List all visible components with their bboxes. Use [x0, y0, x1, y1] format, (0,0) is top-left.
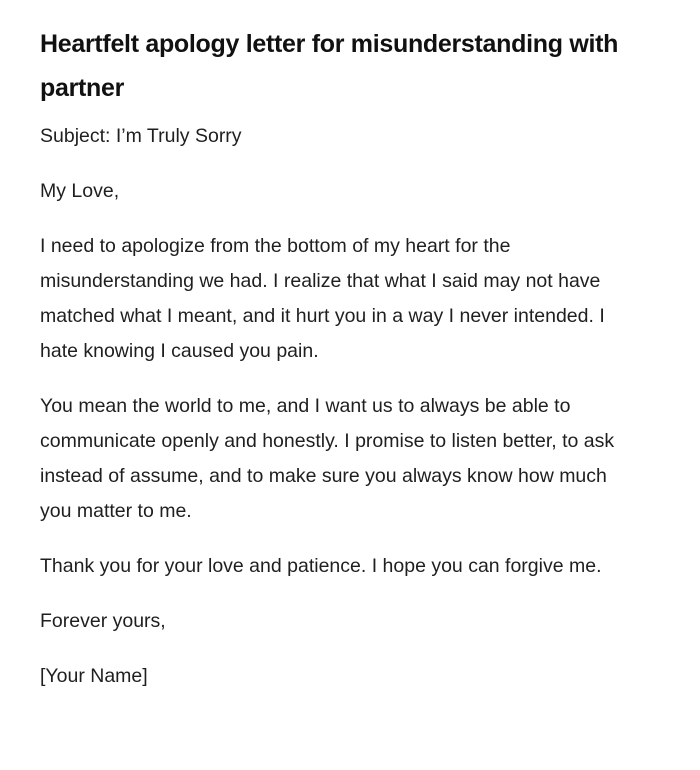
letter-signature: [Your Name]	[40, 665, 148, 687]
letter-subject: Subject: I’m Truly Sorry	[40, 125, 242, 147]
letter-paragraph: Thank you for your love and patience. I hope you can forgive me.	[40, 555, 602, 577]
letter-title: Heartfelt apology letter for misunderstanding with partner	[40, 30, 619, 102]
letter-document	[40, 22, 640, 694]
letter-paragraph: I need to apologize from the bottom of my heart for the misunderstanding we had. I realize that what I said may not have matched what I meant, and it hurt you in a way I never intended. I hate knowing I caused you pain.	[40, 235, 605, 362]
letter-closing: Forever yours,	[40, 610, 166, 632]
letter-paragraph: You mean the world to me, and I want us to always be able to communicate openly and honestly. I promise to listen better, to ask instead of assume, and to make sure you always know how much you matter to me.	[40, 395, 615, 522]
letter-greeting: My Love,	[40, 180, 120, 202]
